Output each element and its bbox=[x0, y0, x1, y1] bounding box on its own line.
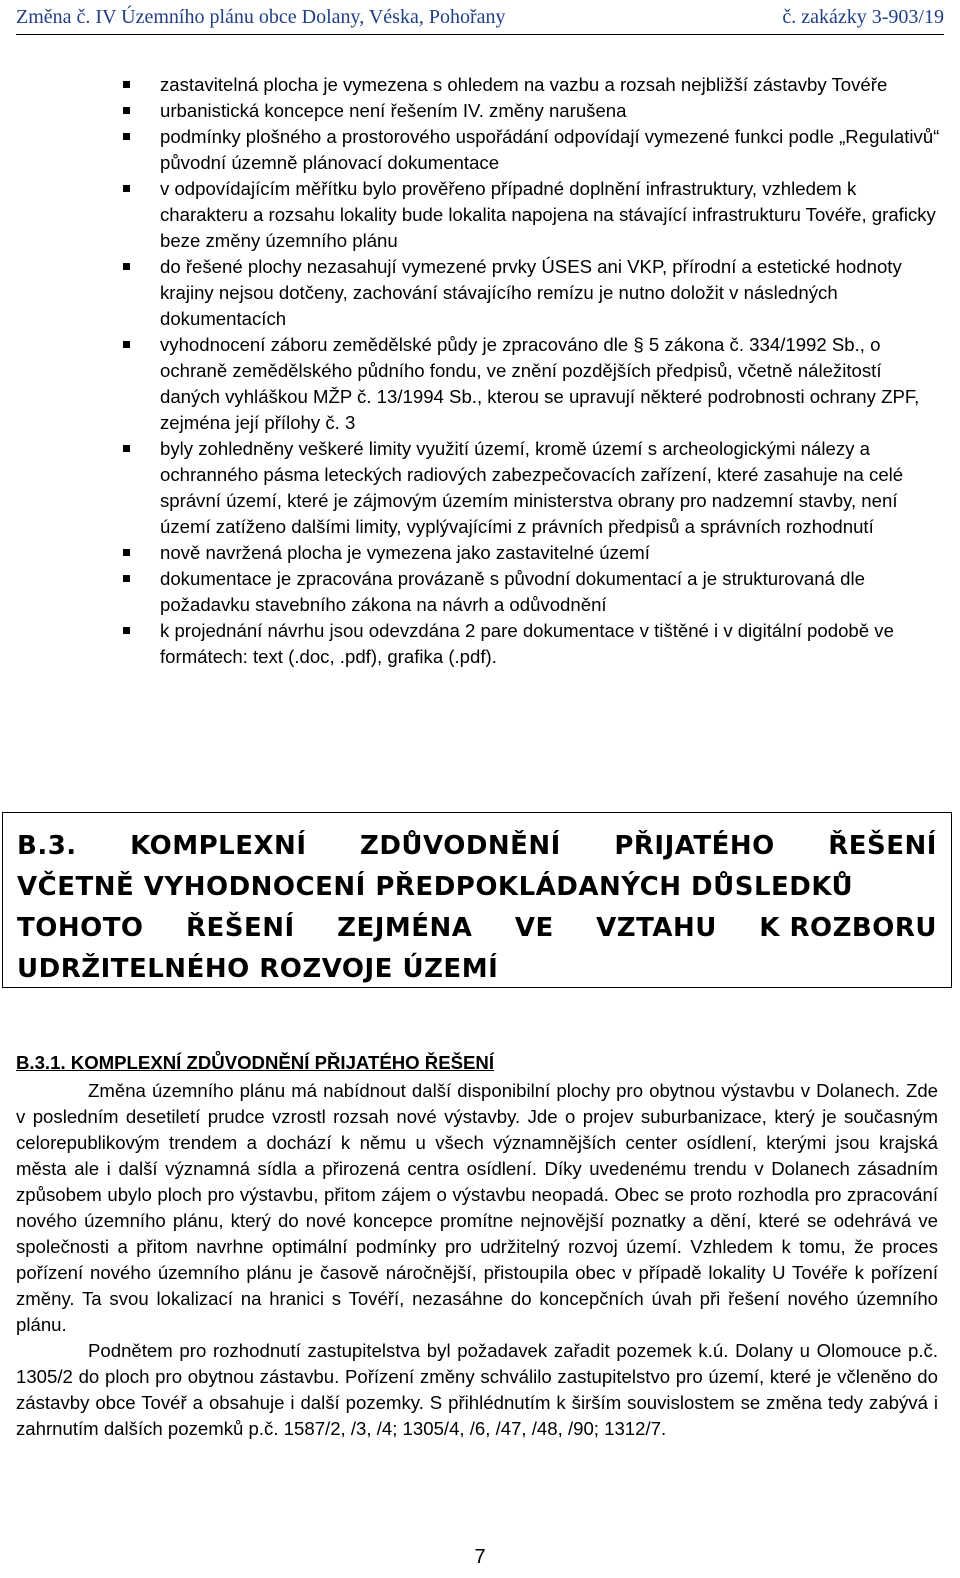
square-bullet-icon bbox=[123, 445, 130, 452]
heading-word: ŘEŠENÍ bbox=[185, 913, 295, 943]
heading-word: VZTAHU bbox=[596, 913, 717, 943]
list-item bbox=[120, 540, 940, 566]
square-bullet-icon bbox=[123, 185, 130, 192]
heading-word: ZDŮVODNĚNÍ bbox=[360, 831, 561, 861]
list-item bbox=[120, 618, 940, 670]
heading-word: ŘEŠENÍ bbox=[828, 831, 937, 861]
list-item bbox=[120, 566, 940, 618]
list-item bbox=[120, 332, 940, 436]
header-contract-number: č. zakázky 3-903/19 bbox=[782, 6, 944, 28]
list-item-text: urbanistická koncepce není řešením IV. změny narušena bbox=[160, 100, 627, 121]
paragraph: Podnětem pro rozhodnutí zastupitelstva byl požadavek zařadit pozemek k.ú. Dolany u Olomouce p.č. 1305/2 do ploch pro obytnou zástavbu. Pořízení změny schválilo zastupitelstvo pro území, které je včleněno do zástavby obce Tovéř a obsahuje i další pozemky. S přihlédnutím k širším souvislostem se změna tedy zabývá i zahrnutím dalších pozemků p.č. 1587/2, /3, /4; 1305/4, /6, /47, /48, /90; 1312/7. bbox=[16, 1340, 938, 1439]
page-number: 7 bbox=[474, 1546, 486, 1568]
square-bullet-icon bbox=[123, 81, 130, 88]
list-item bbox=[120, 254, 940, 332]
page-header bbox=[16, 4, 944, 35]
square-bullet-icon bbox=[123, 133, 130, 140]
heading-word: KOMPLEXNÍ bbox=[130, 831, 307, 861]
heading-word: VE bbox=[514, 913, 554, 943]
heading-word: ZEJMÉNA bbox=[337, 913, 473, 943]
list-item bbox=[120, 98, 940, 124]
section-heading-line-1 bbox=[17, 831, 937, 861]
list-item-text: vyhodnocení záboru zemědělské půdy je zpracováno dle § 5 zákona č. 334/1992 Sb., o ochraně zemědělského půdního fondu, ve znění pozdějších předpisů, včetně náležitostí daných vyhláškou MŽP č. 13/1994 Sb., kterou se upravují některé podrobnosti ochrany ZPF, zejména její přílohy č. 3 bbox=[160, 334, 920, 433]
heading-word: K ROZBORU bbox=[759, 913, 937, 943]
square-bullet-icon bbox=[123, 263, 130, 270]
header-document-title: Změna č. IV Územního plánu obce Dolany, Véska, Pohořany bbox=[16, 6, 506, 28]
list-item bbox=[120, 176, 940, 254]
subsection-title: B.3.1. KOMPLEXNÍ ZDŮVODNĚNÍ PŘIJATÉHO ŘEŠENÍ bbox=[16, 1052, 494, 1073]
list-item bbox=[120, 124, 940, 176]
list-item-text: byly zohledněny veškeré limity využití území, kromě území s archeologickými nálezy a ochranného pásma leteckých radiových zabezpečovacích zařízení, které zasahuje na celé správní území, které je zájmovým územím ministerstva obrany pro nadzemní stavby, není území zatíženo dalšími limity, vyplývajícími z právních předpisů a správních rozhodnutí bbox=[160, 438, 904, 537]
list-item-text: zastavitelná plocha je vymezena s ohledem na vazbu a rozsah nejbližší zástavby Tovéře bbox=[160, 74, 888, 95]
list-item-text: nově navržená plocha je vymezena jako zastavitelné území bbox=[160, 542, 650, 563]
list-item-text: dokumentace je zpracována provázaně s původní dokumentací a je strukturovaná dle požadavku stavebního zákona na návrh a odůvodnění bbox=[160, 568, 865, 615]
heading-word: TOHOTO bbox=[17, 913, 144, 943]
section-heading-line-3 bbox=[17, 913, 937, 943]
square-bullet-icon bbox=[123, 575, 130, 582]
section-heading-line-4: UDRŽITELNÉHO ROZVOJE ÚZEMÍ bbox=[17, 954, 499, 984]
heading-word: PŘIJATÉHO bbox=[614, 831, 775, 861]
list-item-text: do řešené plochy nezasahují vymezené prvky ÚSES ani VKP, přírodní a estetické hodnoty krajiny nejsou dotčeny, zachování stávajícího remízu je nutno doložit v následných dokumentacích bbox=[160, 256, 902, 329]
section-heading-line-2: VČETNĚ VYHODNOCENÍ PŘEDPOKLÁDANÝCH DŮSLEDKŮ bbox=[17, 872, 854, 902]
list-item-text: k projednání návrhu jsou odevzdána 2 pare dokumentace v tištěné i v digitální podobě ve formátech: text (.doc, .pdf), grafika (.pdf). bbox=[160, 620, 894, 667]
paragraph: Změna územního plánu má nabídnout další disponibilní plochy pro obytnou výstavbu v Dolanech. Zde v posledním desetiletí prudce vzrostl rozsah nové výstavby. Jde o projev suburbanizace, který je současným celorepublikovým trendem a dochází k němu u všech významnějších center osídlení, kterými jsou krajská města ale i další významná sídla a přirozená centra osídlení. Díky uvedenému trendu v Dolanech zásadním způsobem ubylo ploch pro výstavbu, přitom zájem o výstavbu neopadá. Obec se proto rozhodla pro zpracování nového územního plánu, který do nové koncepce promítne nejnovější poznatky a dění, které se odehrává ve společnosti a přitom navrhne optimální podmínky pro udržitelný rozvoj území. Vzhledem k tomu, že proces pořízení nového územního plánu je časově náročnější, přistoupila obec v případě lokality U Tovéře k pořízení změny. Ta svou lokalizací na hranici s Tovéří, nezasáhne do koncepčních úvah při řešení nového územního plánu. bbox=[16, 1080, 938, 1335]
square-bullet-icon bbox=[123, 627, 130, 634]
bullet-list bbox=[120, 72, 940, 670]
body-text bbox=[16, 1078, 938, 1442]
heading-word: B.3. bbox=[17, 831, 77, 861]
section-heading-box bbox=[2, 812, 952, 988]
list-item bbox=[120, 436, 940, 540]
square-bullet-icon bbox=[123, 107, 130, 114]
square-bullet-icon bbox=[123, 341, 130, 348]
square-bullet-icon bbox=[123, 549, 130, 556]
list-item bbox=[120, 72, 940, 98]
list-item-text: v odpovídajícím měřítku bylo prověřeno případné doplnění infrastruktury, vzhledem k charakteru a rozsahu lokality bude lokalita napojena na stávající infrastrukturu Tovéře, graficky beze změny územního plánu bbox=[160, 178, 936, 251]
list-item-text: podmínky plošného a prostorového uspořádání odpovídají vymezené funkci podle „Regulativů“ původní územně plánovací dokumentace bbox=[160, 126, 940, 173]
